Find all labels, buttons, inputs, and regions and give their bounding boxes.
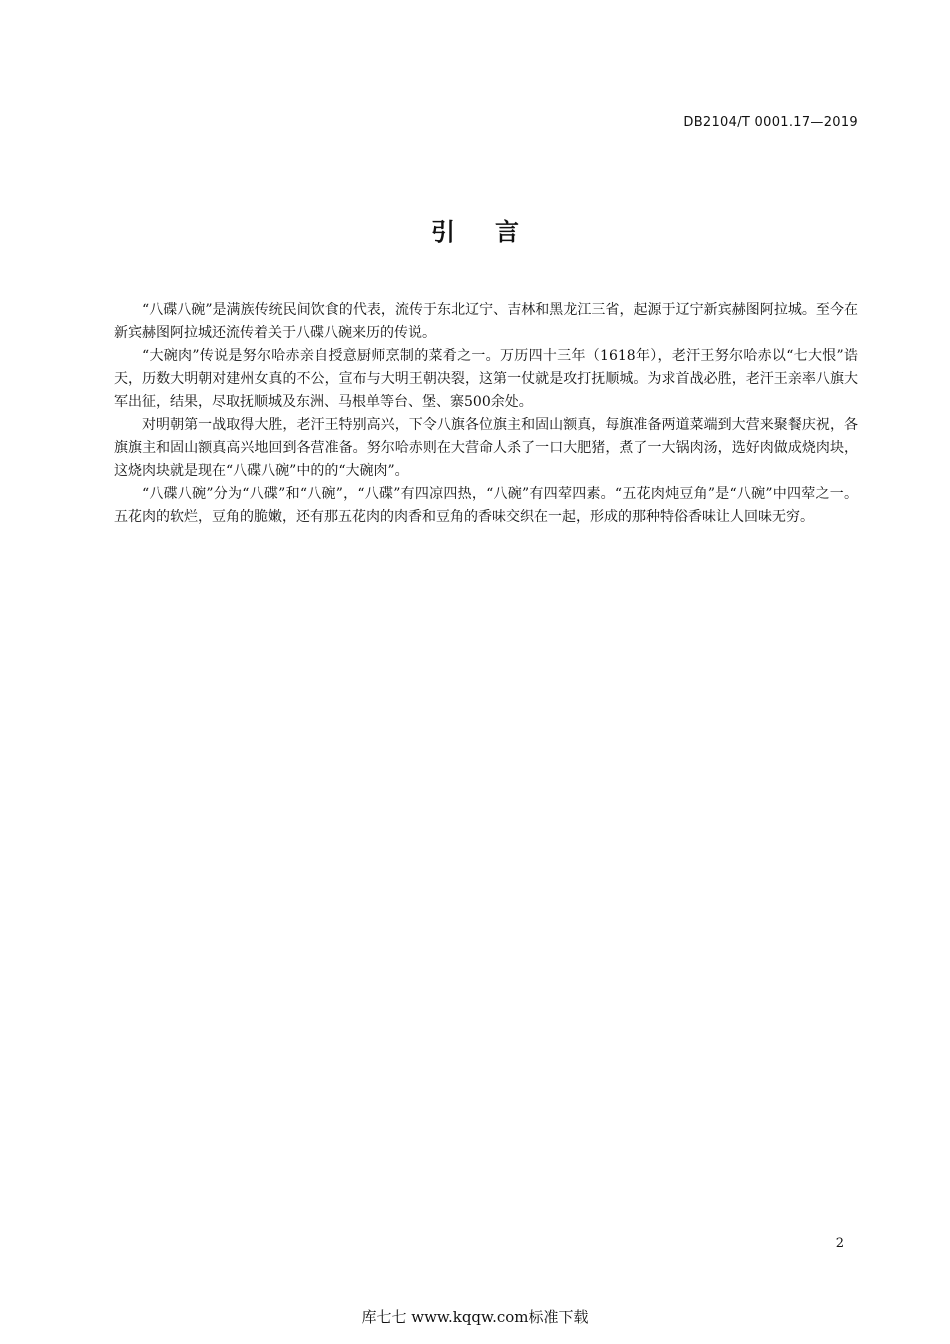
paragraph: “八碟八碗”是满族传统民间饮食的代表，流传于东北辽宁、吉林和黑龙江三省，起源于辽宁新宾赫图阿拉城。至今在新宾赫图阿拉城还流传着关于八碟八碗来历的传说。 [114, 302, 858, 341]
standard-code: DB2104/T 0001.17—2019 [683, 115, 858, 130]
paragraph: “八碟八碗”分为“八碟”和“八碗”，“八碟”有四凉四热，“八碗”有四荤四素。“五花肉炖豆角”是“八碗”中四荤之一。五花肉的软烂，豆角的脆嫩，还有那五花肉的肉香和豆角的香味交织在一起，形成的那种特俗香味让人回味无穷。 [114, 486, 858, 525]
paragraph: “大碗肉”传说是努尔哈赤亲自授意厨师烹制的菜肴之一。万历四十三年（1618年），老汗王努尔哈赤以“七大恨”诰天，历数大明朝对建州女真的不公，宣布与大明王朝决裂，这第一仗就是攻打抚顺城。为求首战必胜，老汗王亲率八旗大军出征，结果，尽取抚顺城及东洲、马根单等台、堡、寨500余处。 [114, 348, 858, 410]
footer-watermark-text: 库七七 www.kqqw.com标准下载 [361, 1308, 589, 1326]
page-number: 2 [835, 1236, 844, 1251]
document-body [114, 299, 858, 529]
page-title: 引言 [431, 218, 559, 246]
paragraph: 对明朝第一战取得大胜，老汗王特别高兴，下令八旗各位旗主和固山额真，每旗准备两道菜端到大营来聚餐庆祝，各旗旗主和固山额真高兴地回到各营准备。努尔哈赤则在大营命人杀了一口大肥猪，煮了一大锅肉汤，选好肉做成烧肉块，这烧肉块就是现在“八碟八碗”中的的“大碗肉”。 [114, 417, 858, 479]
